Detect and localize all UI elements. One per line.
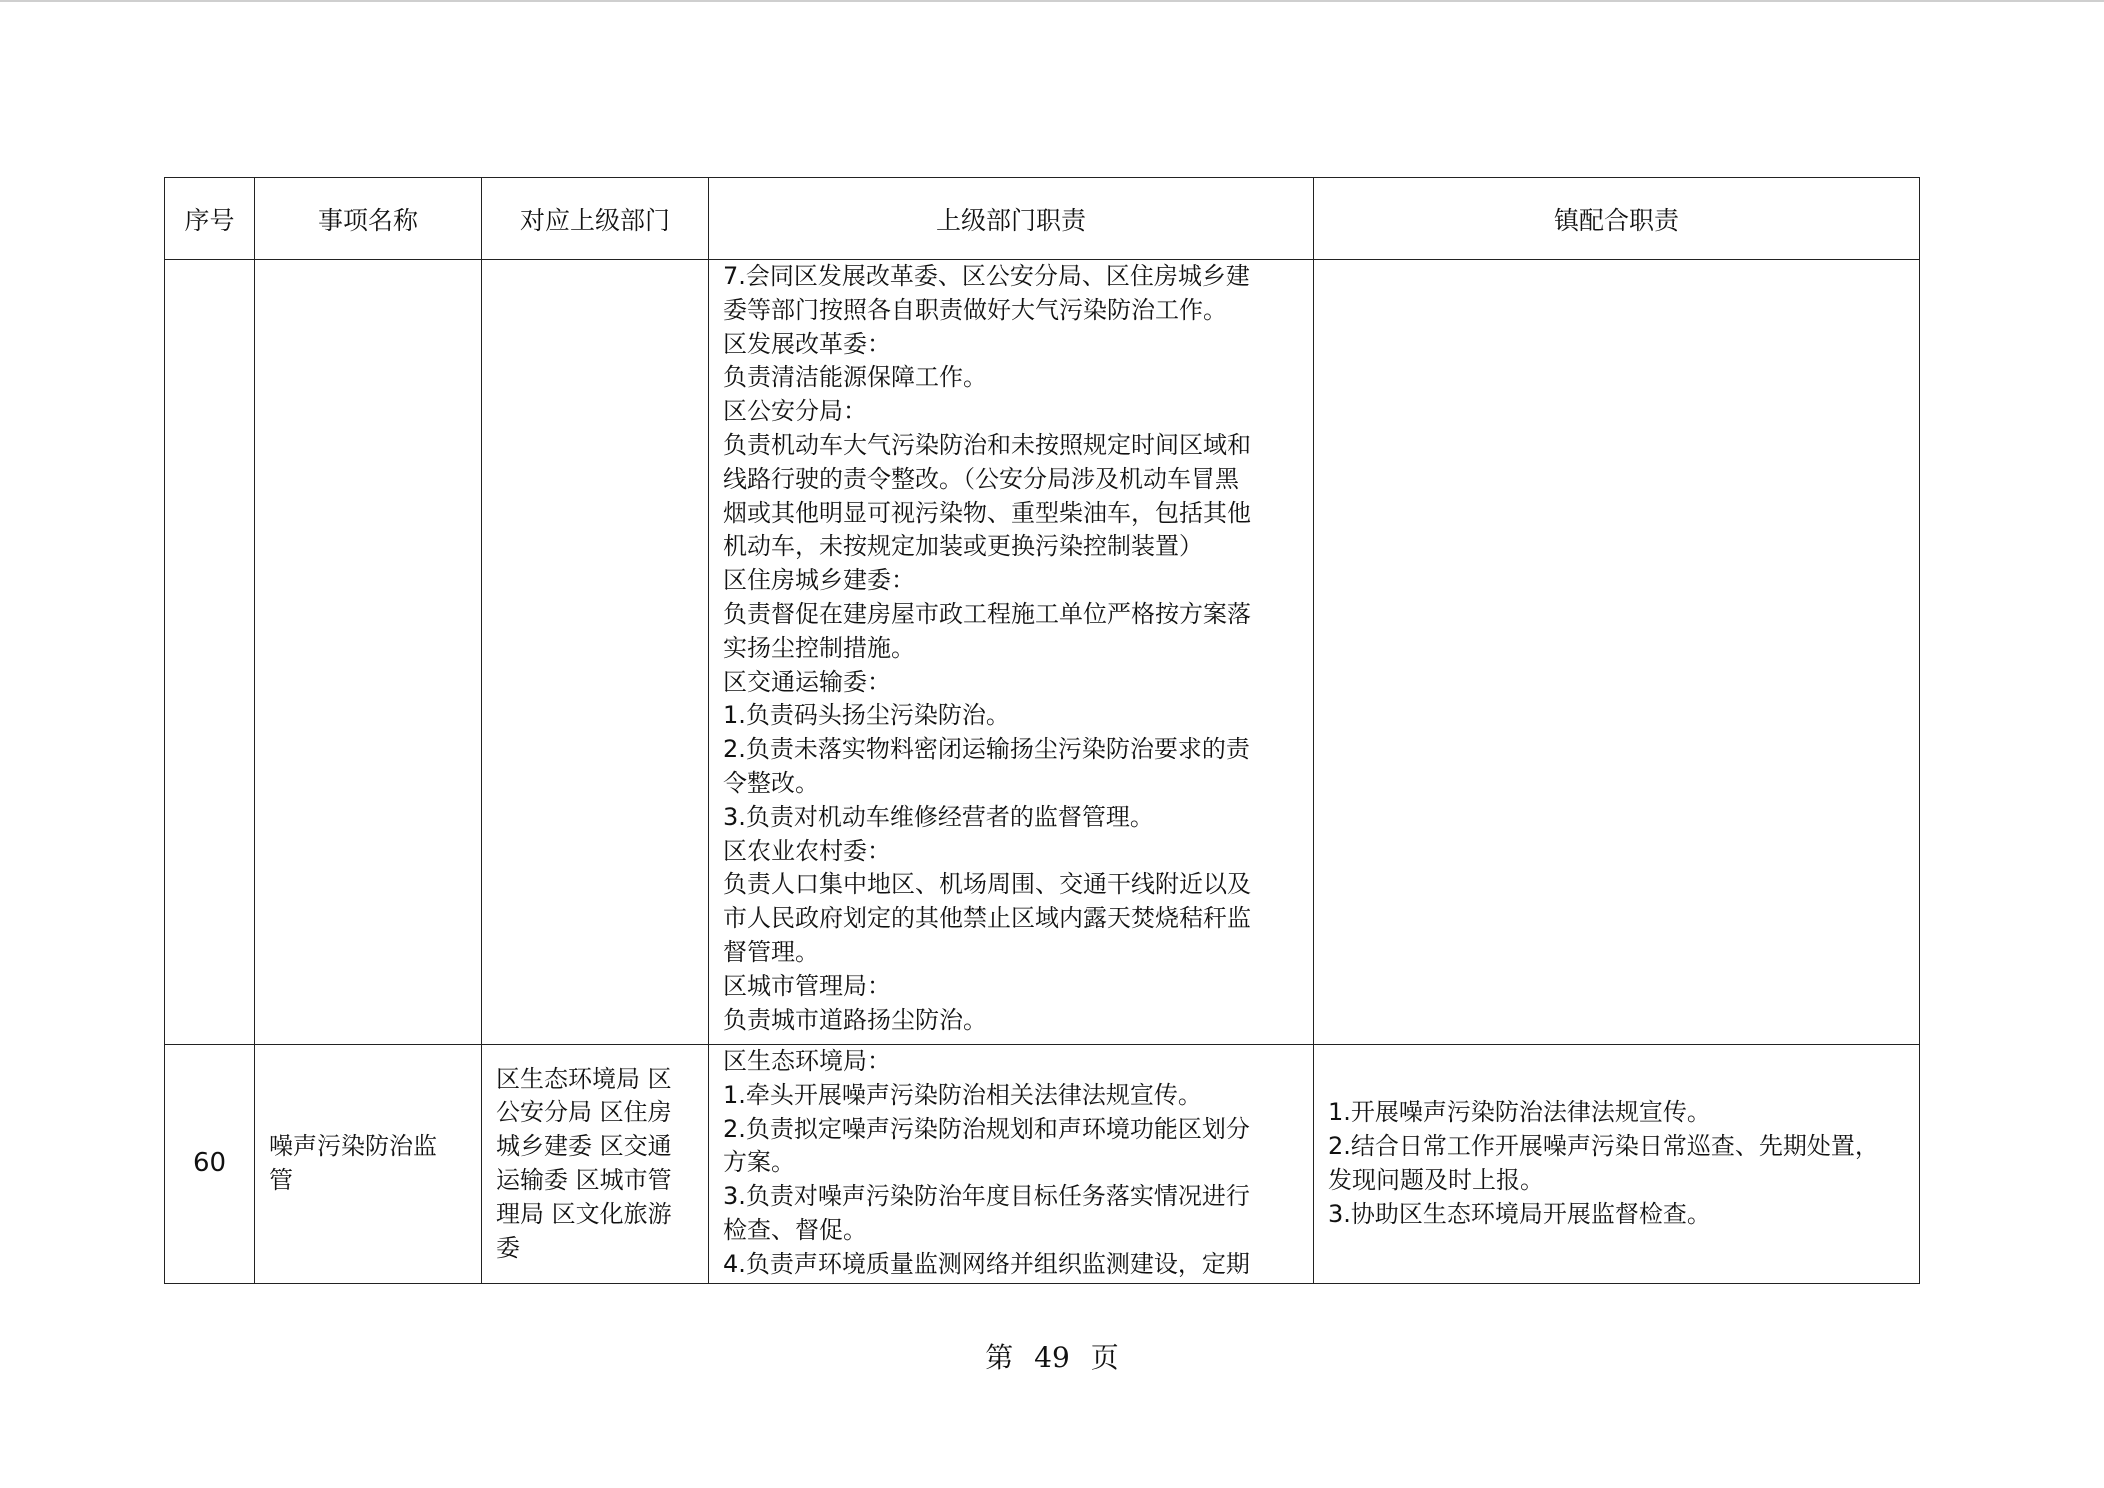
text-line: 理局 区文化旅游 — [496, 1199, 672, 1228]
page-prefix: 第 — [985, 1341, 1014, 1374]
header-item-name: 事项名称 — [255, 178, 482, 260]
department-text — [482, 1063, 708, 1266]
upper-responsibility-text — [709, 260, 1313, 1037]
header-upper-department: 对应上级部门 — [482, 178, 709, 260]
text-line: 负责人口集中地区、机场周围、交通干线附近以及 — [723, 870, 1251, 899]
text-line: 1.开展噪声污染防治法律法规宣传。 — [1328, 1098, 1711, 1127]
row-seq-cell — [165, 260, 255, 1045]
table-row — [165, 1045, 1920, 1284]
town-responsibility-text — [1314, 1096, 1919, 1231]
row-department-cell — [482, 1045, 709, 1284]
table-header-row — [165, 178, 1920, 260]
text-line: 烟或其他明显可视污染物、重型柴油车，包括其他 — [723, 498, 1251, 527]
text-line: 1.负责码头扬尘污染防治。 — [723, 701, 1010, 730]
page-number: 49 — [1034, 1341, 1070, 1374]
responsibility-table — [164, 177, 1920, 1284]
text-line: 方案。 — [723, 1148, 795, 1177]
text-line: 委等部门按照各自职责做好大气污染防治工作。 — [723, 295, 1227, 324]
text-line: 2.负责拟定噪声污染防治规划和声环境功能区划分 — [723, 1114, 1250, 1143]
text-line: 管 — [269, 1166, 293, 1194]
text-line: 区发展改革委： — [723, 329, 891, 358]
text-line: 7.会同区发展改革委、区公安分局、区住房城乡建 — [723, 262, 1250, 290]
text-line: 区农业农村委： — [723, 836, 891, 865]
item-name-text — [255, 1130, 481, 1198]
text-line: 市人民政府划定的其他禁止区域内露天焚烧秸秆监 — [723, 904, 1251, 933]
page-suffix: 页 — [1090, 1341, 1119, 1374]
text-line: 发现问题及时上报。 — [1328, 1166, 1544, 1194]
text-line: 负责机动车大气污染防治和未按照规定时间区域和 — [723, 430, 1251, 459]
text-line: 线路行驶的责令整改。（公安分局涉及机动车冒黑 — [723, 464, 1239, 493]
row-upper-responsibility-cell — [709, 1045, 1314, 1284]
page-number-footer — [0, 1336, 2104, 1376]
row-item-name-cell — [255, 260, 482, 1045]
row-town-responsibility-cell — [1314, 260, 1920, 1045]
text-line: 区城市管理局： — [723, 971, 891, 1000]
header-upper-responsibility: 上级部门职责 — [709, 178, 1314, 260]
text-line: 3.负责对噪声污染防治年度目标任务落实情况进行 — [723, 1182, 1250, 1211]
text-line: 区住房城乡建委： — [723, 566, 915, 595]
text-line: 区公安分局： — [723, 397, 867, 426]
header-seq: 序号 — [165, 178, 255, 260]
text-line: 3.负责对机动车维修经营者的监督管理。 — [723, 802, 1154, 831]
text-line: 1.牵头开展噪声污染防治相关法律法规宣传。 — [723, 1080, 1202, 1109]
text-line: 区生态环境局： — [723, 1047, 891, 1075]
text-line: 4.负责声环境质量监测网络并组织监测建设，定期 — [723, 1249, 1250, 1278]
text-line: 负责督促在建房屋市政工程施工单位严格按方案落 — [723, 599, 1251, 628]
text-line: 实扬尘控制措施。 — [723, 633, 915, 662]
header-town-responsibility: 镇配合职责 — [1314, 178, 1920, 260]
text-line: 负责城市道路扬尘防治。 — [723, 1005, 987, 1034]
text-line: 城乡建委 区交通 — [496, 1132, 672, 1161]
text-line: 负责清洁能源保障工作。 — [723, 363, 987, 392]
page-top-border — [0, 0, 2104, 2]
text-line: 运输委 区城市管 — [496, 1166, 672, 1194]
row-town-responsibility-cell — [1314, 1045, 1920, 1284]
text-line: 2.结合日常工作开展噪声污染日常巡查、先期处置， — [1328, 1132, 1879, 1161]
text-line: 公安分局 区住房 — [496, 1098, 672, 1127]
text-line: 3.协助区生态环境局开展监督检查。 — [1328, 1199, 1711, 1228]
row-seq-cell: 60 — [165, 1045, 255, 1284]
row-item-name-cell — [255, 1045, 482, 1284]
text-line: 区交通运输委： — [723, 667, 891, 696]
text-line: 2.负责未落实物料密闭运输扬尘污染防治要求的责 — [723, 735, 1250, 764]
upper-responsibility-text — [709, 1045, 1313, 1282]
text-line: 机动车，未按规定加装或更换污染控制装置） — [723, 532, 1203, 561]
text-line: 督管理。 — [723, 937, 819, 966]
text-line: 委 — [496, 1233, 520, 1262]
text-line: 检查、督促。 — [723, 1215, 867, 1244]
table-row — [165, 260, 1920, 1045]
text-line: 噪声污染防治监 — [269, 1132, 437, 1161]
text-line: 令整改。 — [723, 768, 819, 797]
row-department-cell — [482, 260, 709, 1045]
row-upper-responsibility-cell — [709, 260, 1314, 1045]
text-line: 区生态环境局 区 — [496, 1064, 672, 1093]
